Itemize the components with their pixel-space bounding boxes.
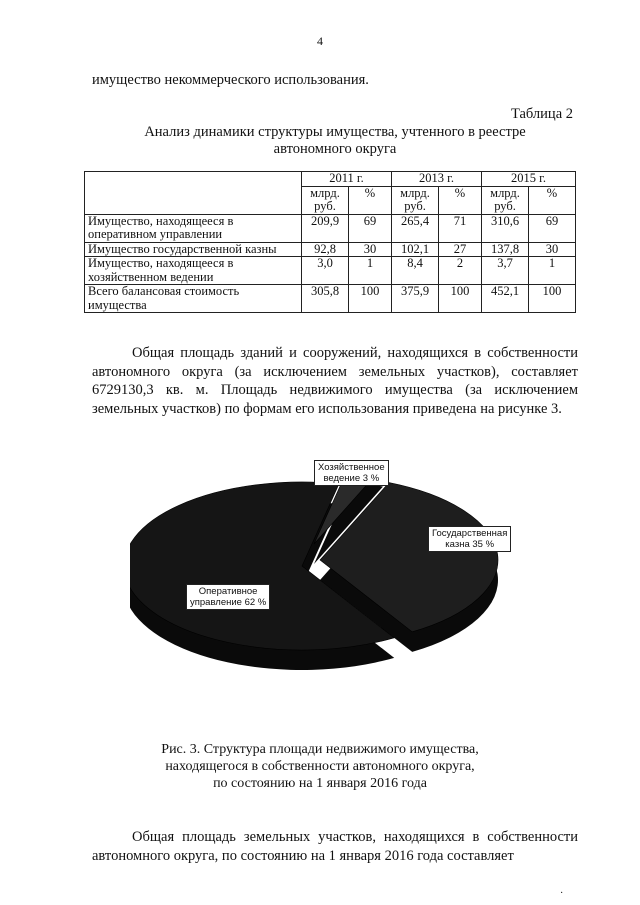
row-label: Имущество государственной казны <box>85 242 302 257</box>
unit-header: млрд. руб. <box>392 186 439 214</box>
unit-header: млрд. руб. <box>302 186 349 214</box>
year-header: 2011 г. <box>302 172 392 187</box>
table-row <box>85 257 576 285</box>
table-cell: 8,4 <box>392 257 439 285</box>
table-cell: 209,9 <box>302 214 349 242</box>
table-header-row <box>85 172 576 187</box>
table-cell: 100 <box>439 285 482 313</box>
row-label: Всего балансовая стоимость имущества <box>85 285 302 313</box>
table-cell: 375,9 <box>392 285 439 313</box>
figure-caption-line: Рис. 3. Структура площади недвижимого имущества, <box>161 742 479 757</box>
figure-caption-line: по состоянию на 1 января 2016 года <box>213 776 427 791</box>
slice-label-economic: Хозяйственное ведение 3 % <box>314 460 389 486</box>
percent-header: % <box>529 186 576 214</box>
table-cell: 69 <box>349 214 392 242</box>
percent-header: % <box>439 186 482 214</box>
table-cell: 30 <box>529 242 576 257</box>
table-cell: 27 <box>439 242 482 257</box>
slice-label-treasury: Государственная казна 35 % <box>428 526 511 552</box>
table-row <box>85 285 576 313</box>
percent-header: % <box>349 186 392 214</box>
table-cell: 305,8 <box>302 285 349 313</box>
table-cell: 452,1 <box>482 285 529 313</box>
table-cell: 100 <box>349 285 392 313</box>
page-number: 4 <box>317 34 323 48</box>
table-row <box>85 214 576 242</box>
table-cell: 92,8 <box>302 242 349 257</box>
table-cell: 310,6 <box>482 214 529 242</box>
paragraph-land-area: Общая площадь земельных участков, находящихся в собственности автономного округа, по состоянию на 1 января 2016 года составляет <box>92 829 578 864</box>
table-cell: 265,4 <box>392 214 439 242</box>
property-structure-table <box>84 171 576 313</box>
table-caption-line: Анализ динамики структуры имущества, учтенного в реестре <box>144 124 526 140</box>
table-cell: 100 <box>529 285 576 313</box>
row-label: Имущество, находящееся в хозяйственном ведении <box>85 257 302 285</box>
table-cell: 3,0 <box>302 257 349 285</box>
table-cell: 2 <box>439 257 482 285</box>
table-cell: 3,7 <box>482 257 529 285</box>
figure-caption-line: находящегося в собственности автономного округа, <box>165 759 475 774</box>
table-cell: 1 <box>349 257 392 285</box>
intro-text-line: имущество некоммерческого использования. <box>92 72 369 88</box>
table-corner-cell <box>85 172 302 215</box>
table-cell: 69 <box>529 214 576 242</box>
year-header: 2015 г. <box>482 172 576 187</box>
year-header: 2013 г. <box>392 172 482 187</box>
table-caption <box>120 124 550 158</box>
pie-chart <box>130 450 510 680</box>
table-cell: 137,8 <box>482 242 529 257</box>
slice-label-operational: Оперативное управление 62 % <box>186 584 270 610</box>
table-caption-line: автономного округа <box>273 141 397 157</box>
figure-caption <box>0 741 640 792</box>
unit-header: млрд. руб. <box>482 186 529 214</box>
table-label: Таблица 2 <box>510 106 573 122</box>
row-label: Имущество, находящееся в оперативном управлении <box>85 214 302 242</box>
table-row <box>85 242 576 257</box>
footer-mark: · <box>560 888 564 899</box>
table-cell: 102,1 <box>392 242 439 257</box>
table-cell: 30 <box>349 242 392 257</box>
table-cell: 1 <box>529 257 576 285</box>
paragraph-building-area: Общая площадь зданий и сооружений, находящихся в собственности автономного округа (за исключением земельных участков), составляет 6729130,3 кв. м. Площадь недвижимого имущества (за исключением земельных участков) по формам его использования приведена на рисунке 3. <box>92 345 578 417</box>
table-cell: 71 <box>439 214 482 242</box>
